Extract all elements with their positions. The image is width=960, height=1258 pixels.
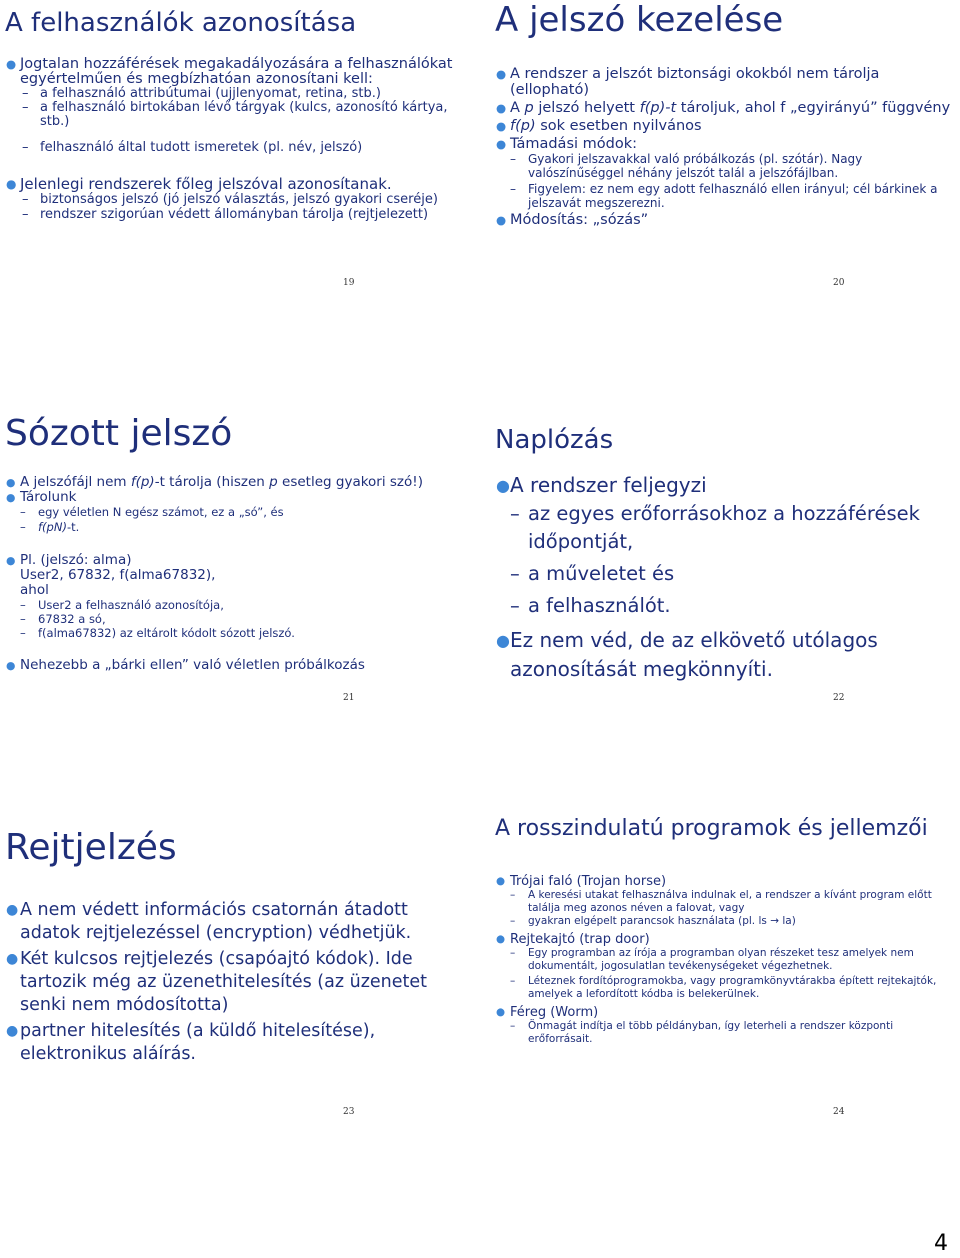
dash-icon: –: [20, 520, 26, 534]
sub-item: – egy véletlen N egész számot, ez a „só”, és: [20, 505, 284, 519]
list-item: ● Módosítás: „sózás”: [496, 212, 649, 228]
list-item: ● partner hitelesítés (a küldő hitelesítése), elektronikus aláírás.: [6, 1021, 376, 1064]
list-item: ● A nem védett információs csatornán átadott adatok rejtjelezéssel (encryption) védhetjük.: [6, 900, 412, 943]
bullet-icon: ●: [496, 875, 506, 887]
dash-icon: –: [510, 502, 520, 525]
sub-item: – a felhasználót.: [510, 592, 960, 620]
page-number: 20: [833, 278, 845, 288]
document-page-number: 4: [934, 1231, 948, 1256]
dash-icon: –: [22, 100, 29, 115]
list-item: ● Trójai faló (Trojan horse) – A keresési utakat felhasználva indulnak el, a rendszer a kívánt program előtt találja meg azonos néven a falovat, vagy – gyakran elgépelt parancsok használata (pl. ls → la): [490, 874, 960, 928]
bullet-icon: ●: [6, 554, 16, 567]
dash-icon: –: [20, 626, 26, 640]
bullet-icon: ●: [6, 491, 16, 504]
slide-20: [490, 0, 960, 288]
list-item: ● Féreg (Worm) – Önmagát indítja el több példányban, így leterheli a rendszer központi erőforrásait.: [490, 1005, 960, 1046]
list-item: ● Ez nem véd, de az elkövető utólagos azonosítását megkönnyíti.: [496, 628, 878, 681]
sub-item: – Önmagát indítja el több példányban, így leterheli a rendszer központi erőforrásait.: [510, 1020, 894, 1045]
sub-item: – A keresési utakat felhasználva indulnak el, a rendszer a kívánt program előtt találja meg azonos néven a falovat, vagy: [510, 889, 932, 914]
bullet-icon: ●: [6, 57, 17, 71]
sub-item: – f(alma67832) az eltárolt kódolt sózott jelszó.: [20, 626, 295, 640]
sub-item: – Figyelem: ez nem egy adott felhasználó ellen irányul; cél bárkinek a jelszavát megszerezni.: [510, 182, 938, 210]
list-item: ● A rendszer feljegyzi – az egyes erőforrásokhoz a hozzáférések időpontját, – a műveletet és – a felhasználót.: [490, 471, 960, 620]
bullet-icon: ●: [496, 1006, 506, 1018]
dash-icon: –: [510, 915, 516, 927]
bullet-icon: ●: [496, 476, 510, 495]
list-item: ● A rendszer a jelszót biztonsági okokból nem tárolja (ellopható): [496, 66, 880, 98]
list-item: ● Két kulcsos rejtjelezés (csapóajtó kódok). Ide tartozik még az üzenethitelesítés (az üzenetet senki nem módosította): [6, 949, 428, 1015]
sub-item: – Egy programban az írója a programban olyan részeket tesz amelyek nem dokumentált, jogosulatlan tevékenységeket végezhetnek.: [510, 947, 914, 972]
dash-icon: –: [510, 889, 516, 901]
list-item: ● Pl. (jelszó: alma) User2, 67832, f(alma67832), ahol – User2 a felhasználó azonosítója, – 67832 a só, – f(alma67832) az eltárolt kódolt sózott jelszó.: [0, 553, 470, 640]
bullet-icon: ●: [496, 101, 507, 115]
page-number: 22: [833, 693, 845, 703]
bullet-icon: ●: [496, 119, 507, 133]
slide-23: [0, 805, 470, 1117]
bullet-list: [490, 66, 960, 228]
bullet-icon: ●: [6, 476, 16, 489]
dash-icon: –: [510, 1020, 516, 1032]
sub-item: – az egyes erőforrásokhoz a hozzáférések időpontját,: [510, 502, 920, 553]
slide-24: [490, 805, 960, 1117]
slide-21: [0, 405, 470, 703]
bullet-icon: ●: [496, 631, 510, 650]
list-item: ● Jogtalan hozzáférések megakadályozására a felhasználókat egyértelműen és megbízhatóan azonosítani kell: – a felhasználó attribútumai (ujjlenyomat, retina, stb.) – a felhasználó birtokában lévő tárgyak (kulcs, azonosító kártya, stb.) – felhasználó által tudott ismeretek (pl. név, jelszó): [0, 57, 470, 155]
dash-icon: –: [22, 192, 29, 207]
slide-title: A rosszindulatú programok és jellemzői: [495, 816, 928, 841]
slide-title: Naplózás: [495, 425, 614, 455]
list-item: ● Tárolunk – egy véletlen N egész számot, ez a „só”, és – f(pN)-t.: [0, 490, 470, 535]
bullet-icon: ●: [496, 213, 507, 227]
bullet-list: [0, 57, 470, 222]
sub-item: – Gyakori jelszavakkal való próbálkozás (pl. szótár). Nagy valószínűséggel néhány jelszót talál a jelszófájlban.: [510, 152, 863, 180]
bullet-icon: ●: [6, 951, 19, 967]
dash-icon: –: [20, 612, 26, 626]
sub-item: – a felhasználó attribútumai (ujjlenyomat, retina, stb.): [22, 86, 381, 101]
list-item: ● Támadási módok: – Gyakori jelszavakkal való próbálkozás (pl. szótár). Nagy valószínűséggel néhány jelszót talál a jelszófájlban. – Figyelem: ez nem egy adott felhasználó ellen irányul; cél bárkinek a jelszavát megszerezni.: [490, 136, 960, 210]
list-item: ● Jelenlegi rendszerek főleg jelszóval azonosítanak. – biztonságos jelszó (jó jelszó választás, jelszó gyakori cseréje) – rendszer szigorúan védett állományban tárolja (rejtjelezett): [0, 177, 470, 222]
bullet-list: [490, 471, 960, 684]
list-item: ● Nehezebb a „bárki ellen” való véletlen próbálkozás: [6, 657, 365, 673]
page-number: 23: [343, 1107, 355, 1117]
sub-item: – a felhasználó birtokában lévő tárgyak (kulcs, azonosító kártya, stb.): [22, 100, 448, 129]
sub-item: – f(pN)-t.: [20, 520, 80, 534]
dash-icon: –: [20, 598, 26, 612]
bullet-list: [0, 475, 470, 673]
dash-icon: –: [510, 182, 516, 196]
bullet-list: [0, 899, 470, 1066]
dash-icon: –: [22, 207, 29, 222]
dash-icon: –: [510, 594, 520, 617]
slide-title: Sózott jelszó: [5, 413, 233, 454]
page-number: 21: [343, 693, 355, 703]
bullet-icon: ●: [6, 1023, 19, 1039]
dash-icon: –: [510, 562, 520, 585]
bullet-icon: ●: [496, 67, 507, 81]
slide-title: A felhasználók azonosítása: [5, 8, 357, 38]
bullet-icon: ●: [6, 177, 17, 191]
list-item: ● A jelszófájl nem f(p)-t tárolja (hiszen p esetleg gyakori szó!): [6, 474, 423, 490]
sub-item: – felhasználó által tudott ismeretek (pl. név, jelszó): [22, 140, 363, 155]
bullet-icon: ●: [6, 659, 16, 672]
slide-title: Rejtjelzés: [5, 827, 177, 868]
slide-title: A jelszó kezelése: [495, 0, 784, 40]
page-number: 24: [833, 1107, 845, 1117]
sub-item: – gyakran elgépelt parancsok használata (pl. ls → la): [510, 915, 796, 927]
dash-icon: –: [22, 86, 29, 101]
page-number: 19: [343, 278, 355, 288]
list-item: ● Rejtekajtó (trap door) – Egy programban az írója a programban olyan részeket tesz amelyek nem dokumentált, jogosulatlan tevékenységeket végezhetnek. – Léteznek fordítóprogramokba, vagy programkönyvtárakba épített rejtekajtók, amelyek a lefordított kódba is belekerülnek.: [490, 932, 960, 1001]
bullet-icon: ●: [496, 137, 507, 151]
slide-22: [490, 405, 960, 703]
dash-icon: –: [510, 947, 516, 959]
sub-item: – 67832 a só,: [20, 612, 106, 626]
sub-item: – rendszer szigorúan védett állományban tárolja (rejtjelezett): [22, 207, 429, 222]
dash-icon: –: [20, 505, 26, 519]
list-item: ● f(p) sok esetben nyilvános: [496, 118, 702, 134]
bullet-icon: ●: [6, 902, 19, 918]
dash-icon: –: [22, 140, 29, 155]
sub-item: – biztonságos jelszó (jó jelszó választás, jelszó gyakori cseréje): [22, 192, 438, 207]
sub-item: – a műveletet és: [510, 560, 960, 588]
slide-19: [0, 0, 470, 288]
dash-icon: –: [510, 152, 516, 166]
sub-item: – Léteznek fordítóprogramokba, vagy programkönyvtárakba épített rejtekajtók, amelyek a lefordított kódba is belekerülnek.: [510, 975, 937, 1000]
bullet-list: [490, 874, 960, 1046]
sub-item: – User2 a felhasználó azonosítója,: [20, 598, 224, 612]
bullet-icon: ●: [496, 933, 506, 945]
list-item: ● A p jelszó helyett f(p)-t tároljuk, ahol f „egyirányú” függvény: [496, 100, 951, 116]
dash-icon: –: [510, 975, 516, 987]
